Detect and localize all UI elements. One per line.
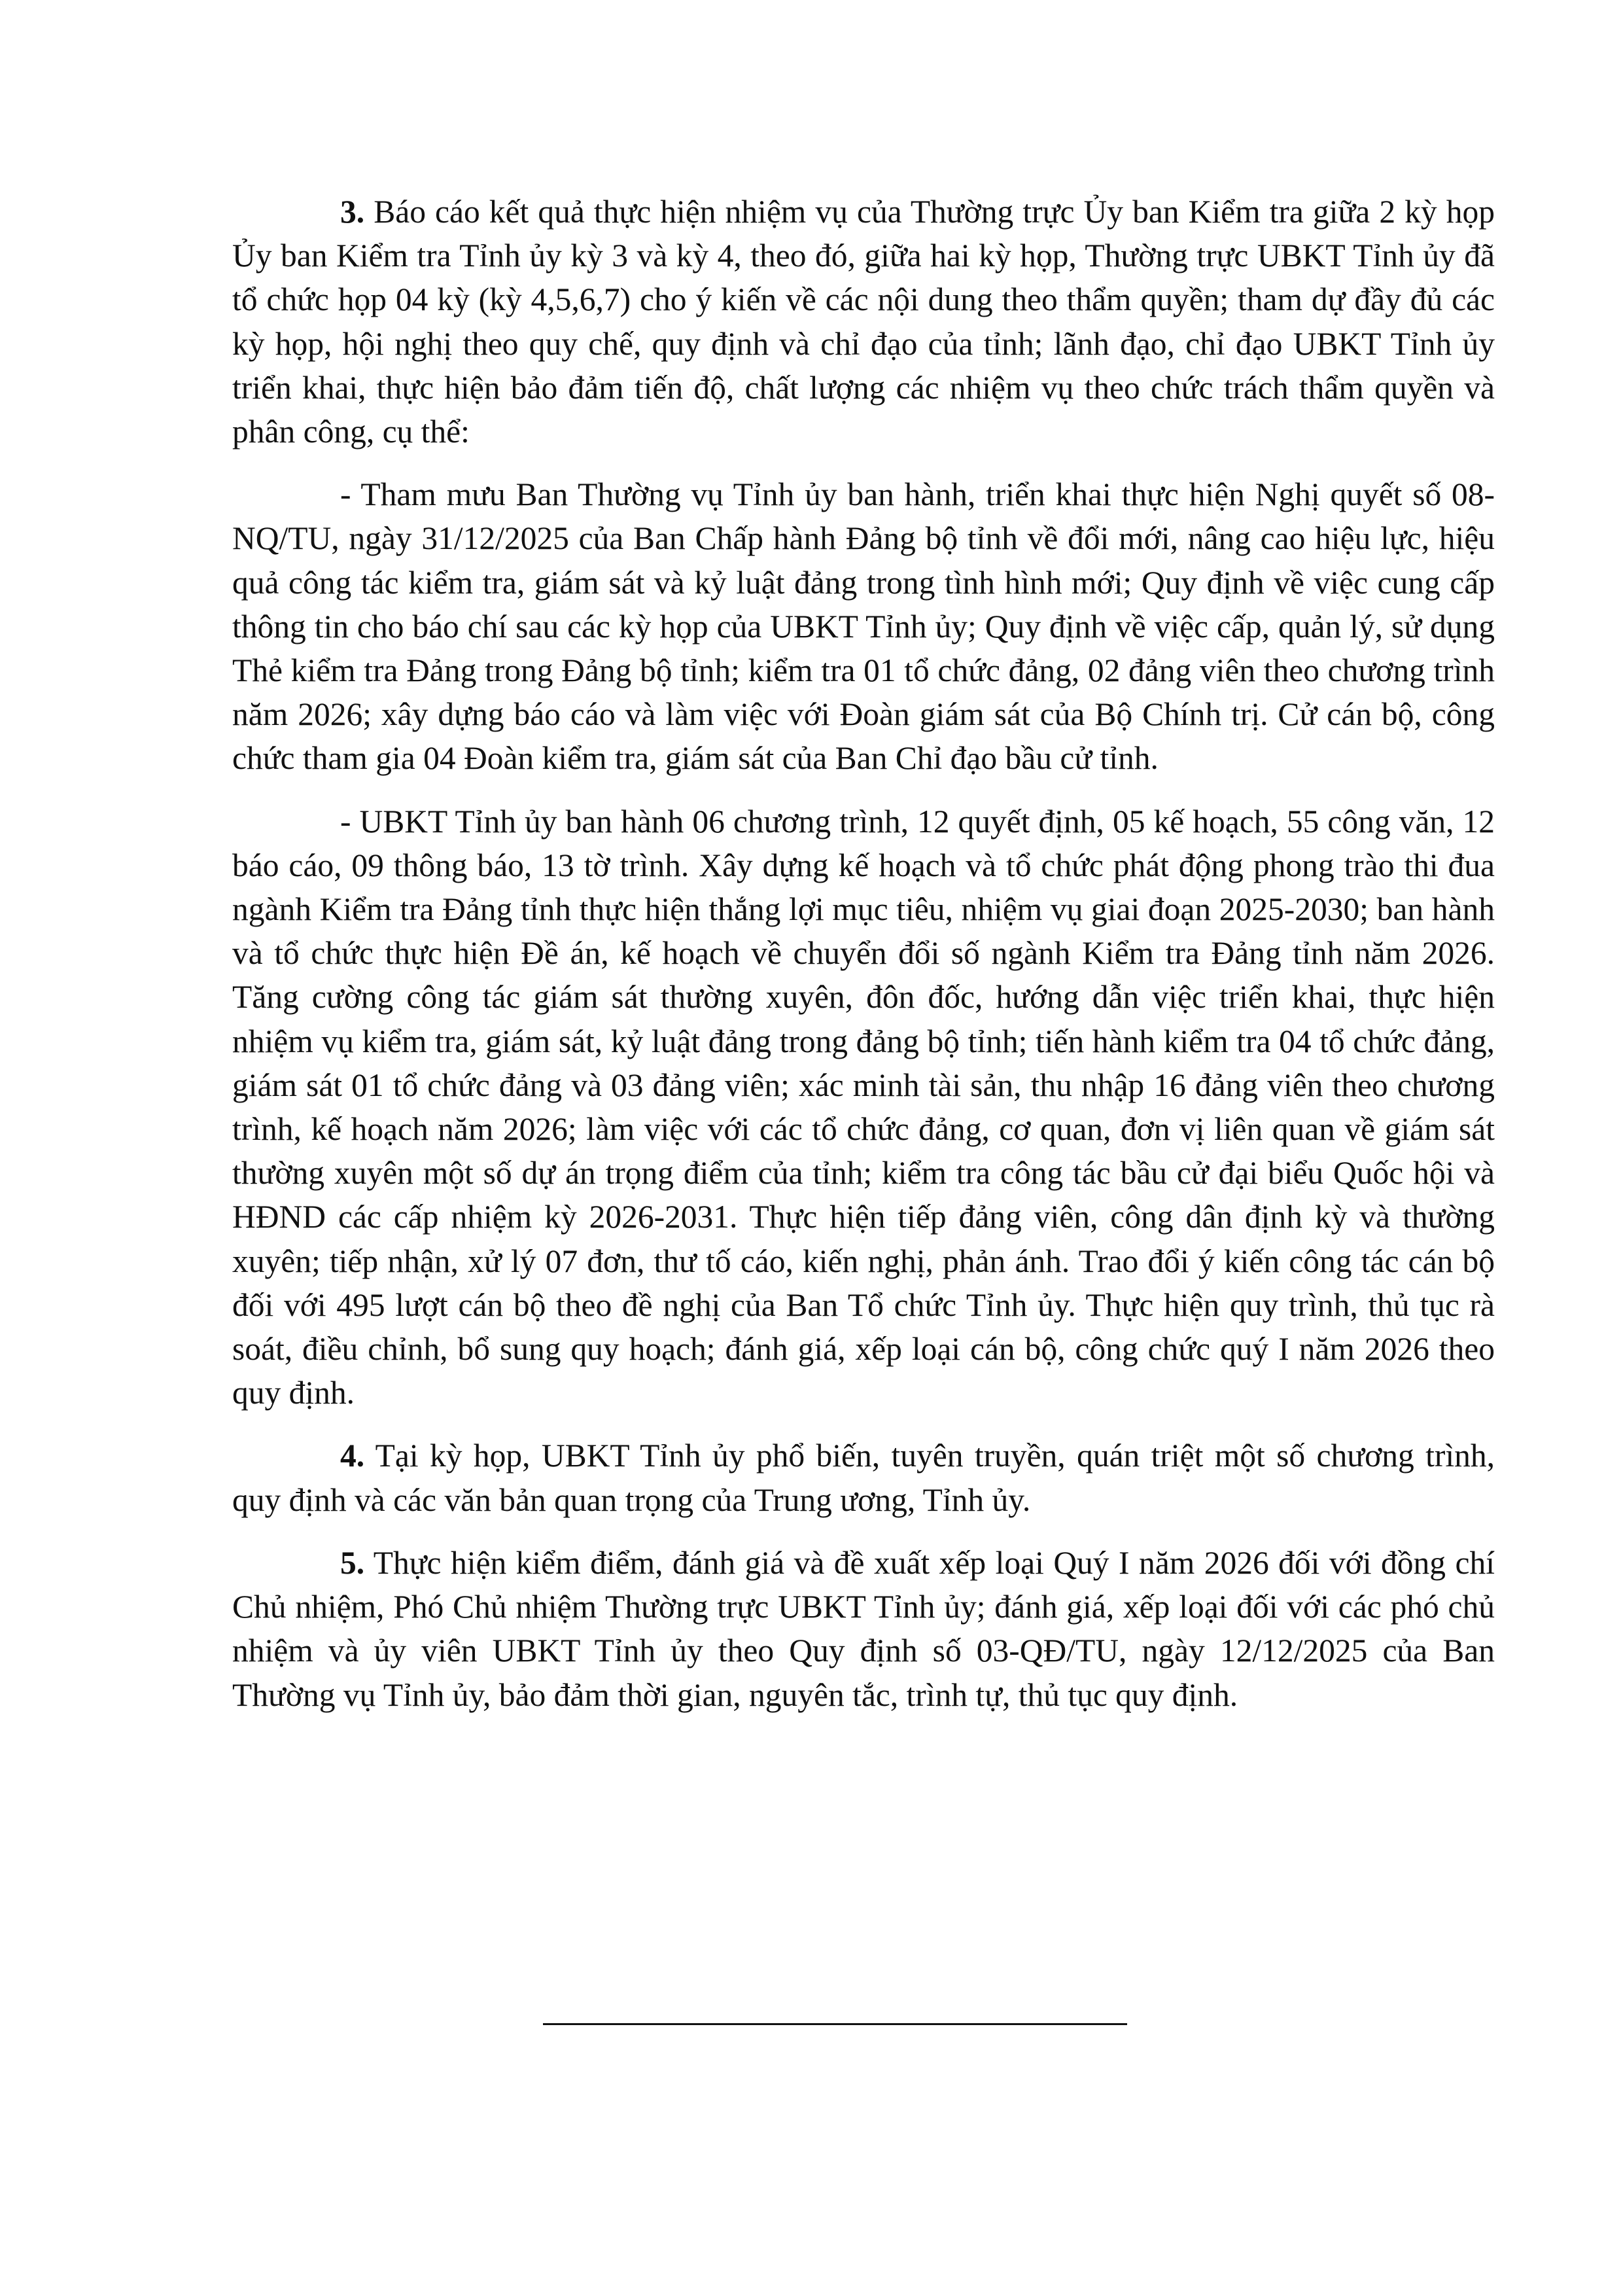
paragraph-number: 3.: [340, 194, 365, 230]
paragraph-ubkt-activities: [232, 800, 1495, 1415]
paragraph-text: Tại kỳ họp, UBKT Tỉnh ủy phổ biến, tuyên truyền, quán triệt một số chương trình, quy định và các văn bản quan trọng của Trung ương, Tỉnh ủy.: [232, 1438, 1495, 1518]
paragraph-number: 4.: [340, 1438, 365, 1474]
end-of-text-divider: [543, 2023, 1127, 2025]
paragraph-number: 5.: [340, 1544, 365, 1581]
paragraph-item-4: [232, 1434, 1495, 1521]
paragraph-item-5: [232, 1541, 1495, 1717]
paragraph-text: Thực hiện kiểm điểm, đánh giá và đề xuất xếp loại Quý I năm 2026 đối với đồng chí Chủ nhiệm, Phó Chủ nhiệm Thường trực UBKT Tỉnh ủy; đánh giá, xếp loại đối với các phó chủ nhiệm và ủy viên UBKT Tỉnh ủy theo Quy định số 03-QĐ/TU, ngày 12/12/2025 của Ban Thường vụ Tỉnh ủy, bảo đảm thời gian, nguyên tắc, trình tự, thủ tục quy định.: [232, 1544, 1495, 1713]
paragraph-consulting-tasks: [232, 472, 1495, 780]
paragraph-item-3: [232, 190, 1495, 453]
paragraph-text: - UBKT Tỉnh ủy ban hành 06 chương trình, 12 quyết định, 05 kế hoạch, 55 công văn, 12 báo cáo, 09 thông báo, 13 tờ trình. Xây dựng kế hoạch và tổ chức phát động phong trào thi đua ngành Kiểm tra Đảng tỉnh thực hiện thắng lợi mục tiêu, nhiệm vụ giai đoạn 2025-2030; ban hành và tổ chức thực hiện Đề án, kế hoạch về chuyển đổi số ngành Kiểm tra Đảng tỉnh năm 2026. Tăng cường công tác giám sát thường xuyên, đôn đốc, hướng dẫn việc triển khai, thực hiện nhiệm vụ kiểm tra, giám sát, kỷ luật đảng trong đảng bộ tỉnh; tiến hành kiểm tra 04 tổ chức đảng, giám sát 01 tổ chức đảng và 03 đảng viên; xác minh tài sản, thu nhập 16 đảng viên theo chương trình, kế hoạch năm 2026; làm việc với các tổ chức đảng, cơ quan, đơn vị liên quan về giám sát thường xuyên một số dự án trọng điểm của tỉnh; kiểm tra công tác bầu cử đại biểu Quốc hội và HĐND các cấp nhiệm kỳ 2026-2031. Thực hiện tiếp đảng viên, công dân định kỳ và thường xuyên; tiếp nhận, xử lý 07 đơn, thư tố cáo, kiến nghị, phản ánh. Trao đổi ý kiến công tác cán bộ đối với 495 lượt cán bộ theo đề nghị của Ban Tổ chức Tỉnh ủy. Thực hiện quy trình, thủ tục rà soát, điều chỉnh, bổ sung quy hoạch; đánh giá, xếp loại cán bộ, công chức quý I năm 2026 theo quy định.: [232, 803, 1495, 1411]
paragraph-text: Báo cáo kết quả thực hiện nhiệm vụ của Thường trực Ủy ban Kiểm tra giữa 2 kỳ họp Ủy ban Kiểm tra Tỉnh ủy kỳ 3 và kỳ 4, theo đó, giữa hai kỳ họp, Thường trực UBKT Tỉnh ủy đã tổ chức họp 04 kỳ (kỳ 4,5,6,7) cho ý kiến về các nội dung theo thẩm quyền; tham dự đầy đủ các kỳ họp, hội nghị theo quy chế, quy định và chỉ đạo của tỉnh; lãnh đạo, chỉ đạo UBKT Tỉnh ủy triển khai, thực hiện bảo đảm tiến độ, chất lượng các nhiệm vụ theo chức trách thẩm quyền và phân công, cụ thể:: [232, 194, 1495, 450]
paragraph-text: - Tham mưu Ban Thường vụ Tỉnh ủy ban hành, triển khai thực hiện Nghị quyết số 08-NQ/TU, ngày 31/12/2025 của Ban Chấp hành Đảng bộ tỉnh về đổi mới, nâng cao hiệu lực, hiệu quả công tác kiểm tra, giám sát và kỷ luật đảng trong tình hình mới; Quy định về việc cung cấp thông tin cho báo chí sau các kỳ họp của UBKT Tỉnh ủy; Quy định về việc cấp, quản lý, sử dụng Thẻ kiểm tra Đảng trong Đảng bộ tỉnh; kiểm tra 01 tổ chức đảng, 02 đảng viên theo chương trình năm 2026; xây dựng báo cáo và làm việc với Đoàn giám sát của Bộ Chính trị. Cử cán bộ, công chức tham gia 04 Đoàn kiểm tra, giám sát của Ban Chỉ đạo bầu cử tỉnh.: [232, 476, 1495, 777]
document-body: [232, 190, 1495, 1736]
